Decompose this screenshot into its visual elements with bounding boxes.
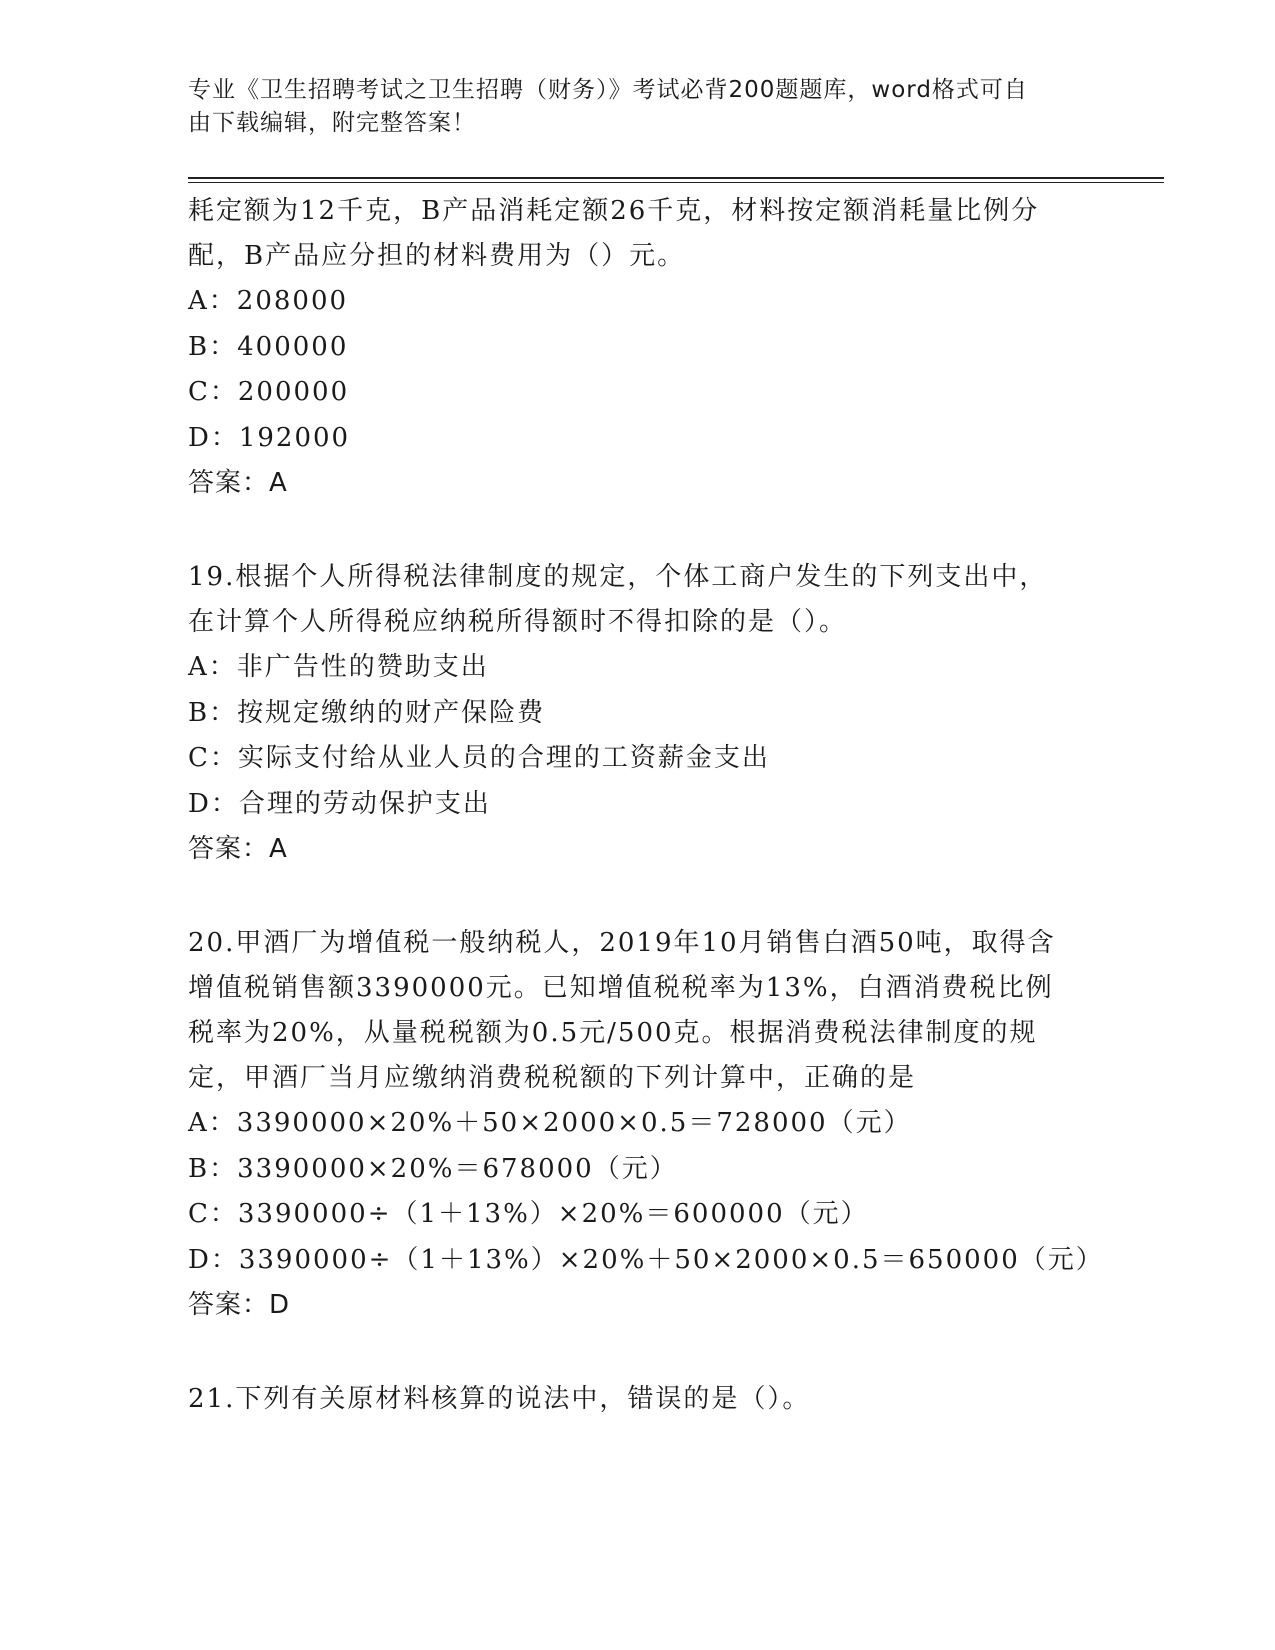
header-line-1: 专业《卫生招聘考试之卫生招聘（财务）》考试必背200题题库，word格式可自 <box>188 77 1028 103</box>
question-20-option-a: A：3390000×20%＋50×2000×0.5＝728000（元） <box>188 1108 912 1138</box>
question-gap <box>188 505 1088 555</box>
header-rule-thick <box>188 177 1164 179</box>
question-18-option-a: A：208000 <box>188 286 349 316</box>
question-20-option-c: C：3390000÷（1＋13%）×20%＝600000（元） <box>188 1199 869 1229</box>
question-19-option-c: C：实际支付给从业人员的合理的工资薪金支出 <box>188 743 770 773</box>
question-19-option-a: A：非广告性的赞助支出 <box>188 652 489 682</box>
question-20-option-d: D：3390000÷（1＋13%）×20%＋50×2000×0.5＝650000（元） <box>188 1244 1104 1275</box>
question-19 <box>188 555 1088 871</box>
header-rule-thin <box>188 182 1164 183</box>
question-20-answer: 答案：D <box>188 1290 291 1320</box>
question-19-line-2: 在计算个人所得税应纳税所得额时不得扣除的是（）。 <box>188 607 848 637</box>
question-19-option-d: D：合理的劳动保护支出 <box>188 788 491 819</box>
question-19-line-1: 19.根据个人所得税法律制度的规定，个体工商户发生的下列支出中， <box>188 562 1048 592</box>
header-line-2: 由下载编辑，附完整答案！ <box>188 110 476 136</box>
question-18-option-d: D：192000 <box>188 422 351 453</box>
question-18-answer: 答案：A <box>188 468 288 498</box>
question-20-line-2: 增值税销售额3390000元。已知增值税税率为13%，白酒消费税比例 <box>188 973 1054 1003</box>
question-gap <box>188 1327 1088 1377</box>
question-20-option-b: B：3390000×20%＝678000（元） <box>188 1153 678 1184</box>
question-20 <box>188 921 1104 1327</box>
question-18 <box>188 189 1088 505</box>
question-20-line-4: 定，甲酒厂当月应缴纳消费税税额的下列计算中，正确的是 <box>188 1063 917 1093</box>
question-20-line-3: 税率为20%，从量税税额为0.5元/500克。根据消费税法律制度的规 <box>188 1018 1038 1048</box>
question-18-line-1: 耗定额为12千克，B产品消耗定额26千克，材料按定额消耗量比例分 <box>188 196 1040 226</box>
question-20-line-1: 20.甲酒厂为增值税一般纳税人，2019年10月销售白酒50吨，取得含 <box>188 928 1056 958</box>
question-19-answer: 答案：A <box>188 834 288 864</box>
question-18-option-b: B：400000 <box>188 331 349 362</box>
question-18-option-c: C：200000 <box>188 377 350 407</box>
question-gap <box>188 871 1088 921</box>
question-19-option-b: B：按规定缴纳的财产保险费 <box>188 697 546 728</box>
question-21-line-1: 21.下列有关原材料核算的说法中，错误的是（）。 <box>188 1384 811 1414</box>
question-18-line-2: 配，B产品应分担的材料费用为（）元。 <box>188 241 686 271</box>
question-21 <box>188 1377 1088 1422</box>
document-header <box>188 74 1088 140</box>
document-body <box>188 189 1104 1422</box>
